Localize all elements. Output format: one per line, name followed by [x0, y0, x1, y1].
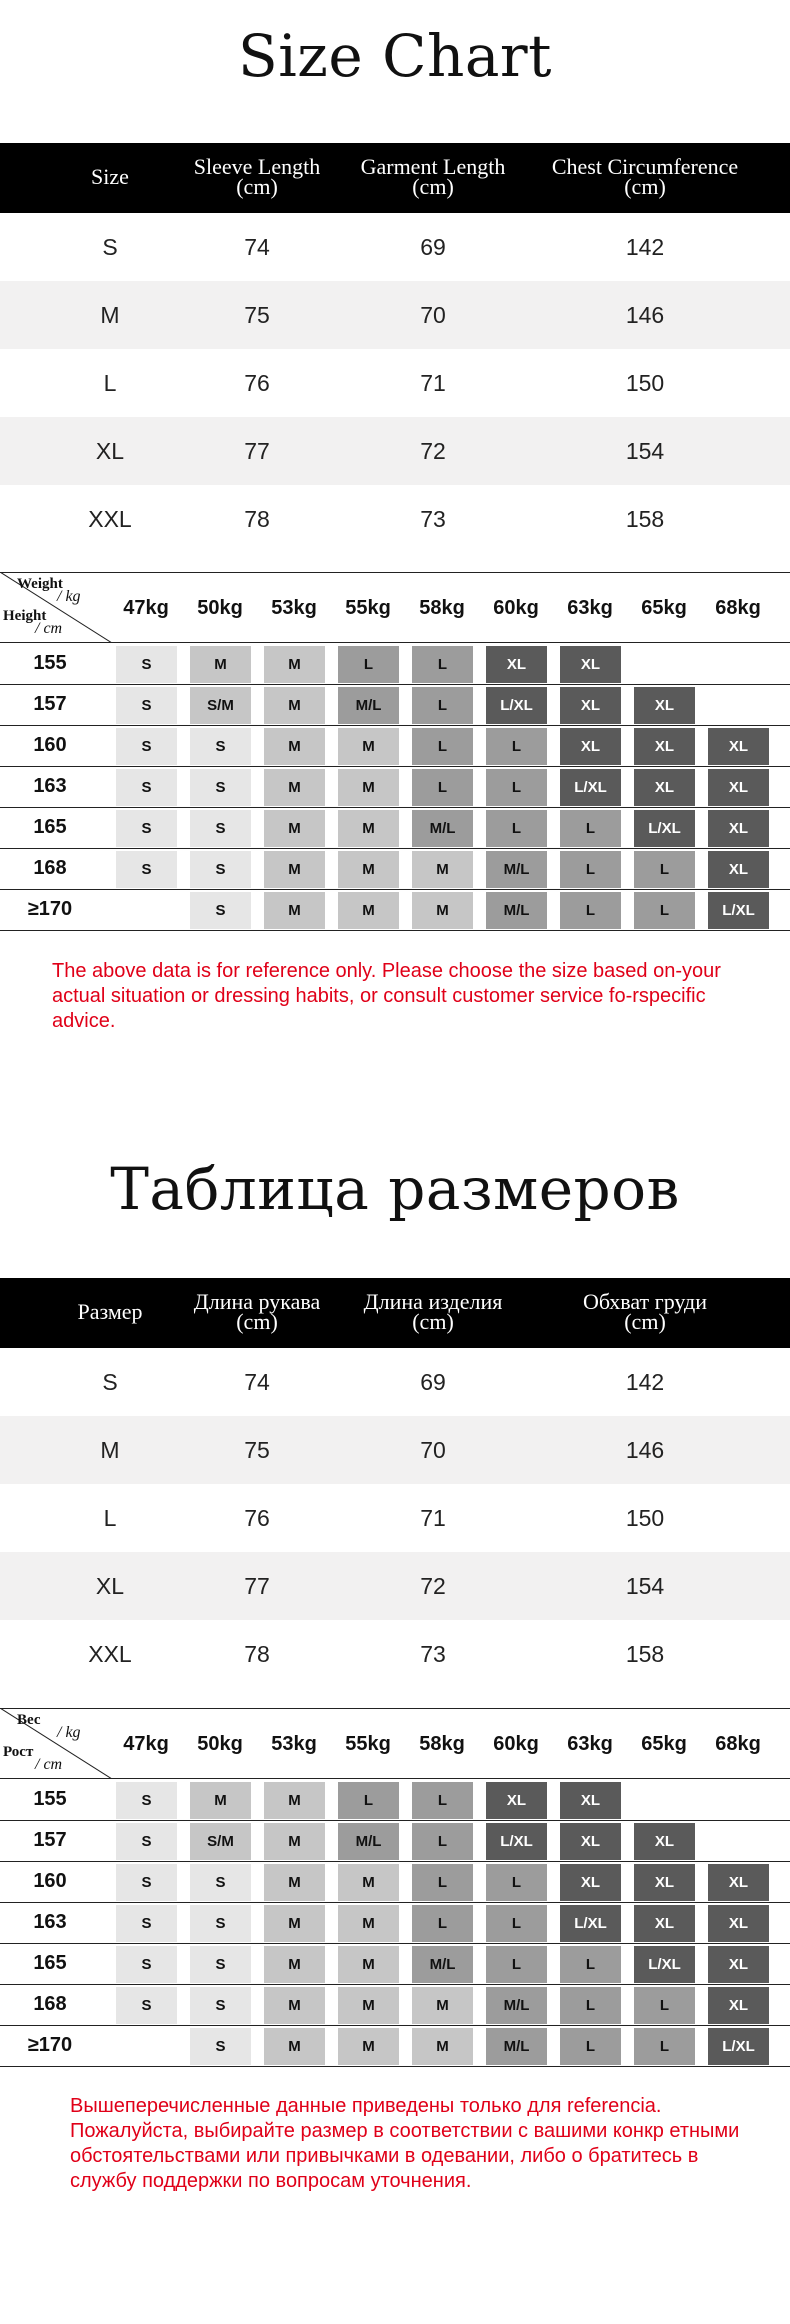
column-header-label: Sleeve Length [193, 154, 321, 179]
size-cell: M [412, 851, 473, 888]
table-cell: 77 [244, 1572, 270, 1599]
size-cell: S [116, 728, 177, 765]
table-cell: L [103, 1504, 117, 1531]
table-cell: 75 [244, 1436, 270, 1463]
grid-row [0, 2026, 790, 2067]
grid-row [0, 890, 790, 931]
size-cell: M/L [412, 1946, 473, 1983]
size-cell: M [190, 1782, 251, 1819]
table-cell: 69 [420, 1368, 446, 1395]
corner-cm-label: / cm [35, 620, 63, 637]
grid-row [0, 1903, 790, 1944]
weight-header: 50kg [197, 597, 243, 619]
grid-row [0, 1862, 790, 1903]
grid-row [0, 849, 790, 890]
size-cell: S [190, 2028, 251, 2065]
grid-row [0, 1821, 790, 1862]
table-cell: M [100, 301, 120, 328]
size-cell: XL [708, 851, 769, 888]
height-label: 168 [33, 857, 67, 879]
size-cell: S [116, 646, 177, 683]
size-cell: XL [708, 1946, 769, 1983]
table-row [0, 1348, 790, 1416]
height-label: 155 [33, 652, 67, 674]
size-cell: L [412, 769, 473, 806]
size-cell: M/L [486, 892, 547, 929]
column-header [177, 154, 337, 199]
column-header-unit: (cm) [236, 1309, 278, 1334]
size-cell: S [116, 1782, 177, 1819]
size-cell: M [264, 1864, 325, 1901]
table-cell: 72 [420, 437, 446, 464]
size-cell: M [264, 1905, 325, 1942]
size-cell: S [116, 1864, 177, 1901]
size-cell: M [264, 769, 325, 806]
table-row [0, 1620, 790, 1688]
weight-header: 68kg [715, 597, 761, 619]
size-cell: XL [708, 769, 769, 806]
size-cell: S [190, 1987, 251, 2024]
column-header-label: Chest Circumference [551, 154, 739, 179]
grid-row [0, 644, 790, 685]
table-cell: 76 [244, 1504, 270, 1531]
table-row [0, 1484, 790, 1552]
size-cell: S [190, 769, 251, 806]
column-header-label: Обхват груди [583, 1289, 707, 1314]
column-header-label: Размер [77, 1299, 143, 1324]
size-cell: S/M [190, 1823, 251, 1860]
size-cell: XL [560, 1823, 621, 1860]
table-row [0, 1552, 790, 1620]
grid-row [0, 726, 790, 767]
height-label: ≥170 [27, 2034, 73, 2056]
height-label: 165 [33, 1952, 67, 1974]
weight-header: 55kg [345, 1733, 391, 1755]
size-cell: L [486, 769, 547, 806]
size-cell: S [190, 892, 251, 929]
size-cell: XL [708, 1905, 769, 1942]
size-cell: M [338, 1987, 399, 2024]
column-header [338, 154, 528, 199]
weight-header: 50kg [197, 1733, 243, 1755]
size-cell: L [338, 646, 399, 683]
table-cell: 150 [625, 1504, 665, 1531]
weight-header: 65kg [641, 597, 687, 619]
column-header-label: Garment Length [360, 154, 506, 179]
column-header-label: Длина изделия [363, 1289, 503, 1314]
weight-header: 60kg [493, 597, 539, 619]
reference-note: The above data is for reference only. Please choose the size based on-your actual situation or dressing habits, or consult customer service fo-rspecific advice. [52, 960, 721, 1032]
size-cell: L/XL [560, 769, 621, 806]
height-label: 160 [33, 734, 67, 756]
column-header-label: Длина рукава [193, 1289, 321, 1314]
table-cell: 73 [420, 1640, 446, 1667]
table-cell: 158 [625, 505, 665, 532]
size-cell: XL [560, 1782, 621, 1819]
size-cell: S [190, 851, 251, 888]
column-header-unit: (cm) [412, 174, 454, 199]
corner-kg-label: / kg [57, 588, 81, 605]
size-cell: L [412, 646, 473, 683]
size-cell: L [560, 2028, 621, 2065]
size-cell: XL [634, 728, 695, 765]
size-cell: L/XL [634, 810, 695, 847]
size-cell: S [116, 1823, 177, 1860]
height-label: 160 [33, 1870, 67, 1892]
size-cell: XL [708, 728, 769, 765]
size-cell: M [338, 810, 399, 847]
size-cell: S [116, 810, 177, 847]
table-row [0, 417, 790, 485]
table-row [0, 485, 790, 553]
height-label: 157 [33, 693, 67, 715]
height-label: 157 [33, 1829, 67, 1851]
size-cell: L [560, 810, 621, 847]
weight-header: 47kg [123, 1733, 169, 1755]
weight-header: 47kg [123, 597, 169, 619]
size-cell: XL [634, 687, 695, 724]
grid-header [0, 572, 790, 643]
size-cell: M [338, 1864, 399, 1901]
grid-corner [0, 572, 112, 643]
table-cell: 70 [420, 1436, 446, 1463]
size-cell: S [190, 1905, 251, 1942]
size-cell: M/L [412, 810, 473, 847]
table-cell: 71 [420, 369, 446, 396]
size-cell: L [412, 1823, 473, 1860]
column-header-unit: (cm) [412, 1309, 454, 1334]
size-table-ru [0, 1278, 790, 1688]
table-cell: 142 [625, 1368, 665, 1395]
size-cell: M [264, 646, 325, 683]
table-cell: 74 [244, 1368, 270, 1395]
table-cell: 70 [420, 301, 446, 328]
size-cell: S [190, 1946, 251, 1983]
page-title: Size Chart [238, 22, 552, 90]
size-cell: L [634, 2028, 695, 2065]
size-table [0, 143, 790, 553]
size-cell: L [560, 1987, 621, 2024]
size-cell: M [412, 2028, 473, 2065]
size-cell: L [486, 728, 547, 765]
column-header [40, 1299, 180, 1324]
table-cell: XXL [88, 505, 132, 532]
size-cell: L [412, 1864, 473, 1901]
size-cell: S [190, 728, 251, 765]
size-cell: M [264, 810, 325, 847]
weight-header: 63kg [567, 597, 613, 619]
size-cell: M [338, 2028, 399, 2065]
table-cell: 154 [625, 437, 665, 464]
table-row [0, 213, 790, 281]
size-cell: XL [560, 1864, 621, 1901]
size-cell: L [486, 810, 547, 847]
column-header [177, 1289, 337, 1334]
size-cell: S [116, 1987, 177, 2024]
size-cell: XL [560, 646, 621, 683]
size-cell: L [560, 1946, 621, 1983]
page-title-ru: Таблица размеров [110, 1155, 680, 1223]
size-cell: L [338, 1782, 399, 1819]
corner-weight-label: Weight [17, 576, 63, 592]
table-cell: XXL [88, 1640, 132, 1667]
table-cell: 75 [244, 301, 270, 328]
table-cell: 71 [420, 1504, 446, 1531]
size-cell: XL [486, 1782, 547, 1819]
weight-header: 65kg [641, 1733, 687, 1755]
size-cell: L [412, 728, 473, 765]
size-cell: L/XL [560, 1905, 621, 1942]
size-cell: XL [560, 728, 621, 765]
table-cell: 154 [625, 1572, 665, 1599]
size-cell: M/L [338, 687, 399, 724]
corner-weight-label: Вес [17, 1712, 41, 1728]
size-cell: M [338, 1946, 399, 1983]
grid-row [0, 685, 790, 726]
reference-note-ru: Вышеперечисленные данные приведены только для referencia. Пожалуйста, выбирайте размер в соответствии с вашими конкр етными обстоятельствами или привычками в одевании, либо о братитесь в службу поддержки по вопросам уточнения. [70, 2095, 740, 2192]
table-cell: 146 [625, 1436, 665, 1463]
grid-row [0, 808, 790, 849]
size-cell: M [264, 892, 325, 929]
size-cell: M [264, 851, 325, 888]
height-label: 163 [33, 775, 67, 797]
table-cell: L [103, 369, 117, 396]
size-table-header [0, 143, 790, 213]
size-cell: L [412, 1905, 473, 1942]
size-cell: L [486, 1864, 547, 1901]
table-cell: XL [95, 437, 125, 464]
table-cell: 73 [420, 505, 446, 532]
weight-header: 53kg [271, 597, 317, 619]
size-cell: S [116, 1905, 177, 1942]
size-cell: M/L [338, 1823, 399, 1860]
size-cell: L/XL [634, 1946, 695, 1983]
size-cell: L [634, 892, 695, 929]
size-cell: XL [708, 1864, 769, 1901]
column-header [338, 1289, 528, 1334]
column-header-label: Size [91, 164, 129, 189]
height-label: 168 [33, 1993, 67, 2015]
size-cell: XL [634, 1905, 695, 1942]
weight-header: 68kg [715, 1733, 761, 1755]
size-cell: L/XL [708, 2028, 769, 2065]
size-cell: L/XL [708, 892, 769, 929]
table-cell: 74 [244, 233, 270, 260]
size-cell: S [116, 851, 177, 888]
size-cell: XL [708, 810, 769, 847]
grid-row [0, 1780, 790, 1821]
height-label: 155 [33, 1788, 67, 1810]
size-cell: M [264, 1823, 325, 1860]
table-cell: 146 [625, 301, 665, 328]
grid-row [0, 1985, 790, 2026]
table-cell: 150 [625, 369, 665, 396]
table-cell: 72 [420, 1572, 446, 1599]
size-cell: M [264, 1782, 325, 1819]
size-cell: L [412, 1782, 473, 1819]
size-cell: L [634, 851, 695, 888]
table-cell: S [102, 233, 118, 260]
table-cell: 76 [244, 369, 270, 396]
corner-height-label: Height [3, 608, 47, 624]
size-cell: M [338, 892, 399, 929]
size-cell: M [264, 1946, 325, 1983]
size-cell: L [486, 1946, 547, 1983]
height-label: 163 [33, 1911, 67, 1933]
size-cell: M [264, 687, 325, 724]
corner-cm-label: / cm [35, 1756, 63, 1773]
size-cell: M [338, 851, 399, 888]
weight-header: 53kg [271, 1733, 317, 1755]
table-cell: 77 [244, 437, 270, 464]
size-cell: M [338, 769, 399, 806]
height-label: ≥170 [27, 898, 73, 920]
size-cell: XL [634, 1864, 695, 1901]
size-cell: S [116, 687, 177, 724]
weight-header: 60kg [493, 1733, 539, 1755]
table-row [0, 349, 790, 417]
table-cell: 69 [420, 233, 446, 260]
size-cell: S [190, 1864, 251, 1901]
weight-header: 58kg [419, 597, 465, 619]
size-cell: S [190, 810, 251, 847]
size-cell: S [116, 1946, 177, 1983]
weight-header: 58kg [419, 1733, 465, 1755]
table-row [0, 1416, 790, 1484]
weight-header: 55kg [345, 597, 391, 619]
size-cell: M [190, 646, 251, 683]
table-cell: S [102, 1368, 118, 1395]
size-cell: L [486, 1905, 547, 1942]
size-cell: S [116, 769, 177, 806]
grid-row [0, 767, 790, 808]
size-cell: L/XL [486, 687, 547, 724]
table-cell: XL [95, 1572, 125, 1599]
size-cell: XL [634, 1823, 695, 1860]
size-cell: M/L [486, 851, 547, 888]
size-cell: M [412, 892, 473, 929]
grid-row [0, 1944, 790, 1985]
size-cell: M/L [486, 2028, 547, 2065]
table-cell: 158 [625, 1640, 665, 1667]
column-header-unit: (cm) [624, 174, 666, 199]
grid-header [0, 1708, 790, 1779]
size-cell: L [560, 851, 621, 888]
table-cell: 78 [244, 1640, 270, 1667]
size-cell: XL [486, 646, 547, 683]
column-header [530, 154, 760, 199]
table-cell: M [100, 1436, 120, 1463]
size-cell: XL [708, 1987, 769, 2024]
column-header [40, 164, 180, 189]
weight-header: 63kg [567, 1733, 613, 1755]
table-cell: 142 [625, 233, 665, 260]
size-cell: M [412, 1987, 473, 2024]
size-cell: L [634, 1987, 695, 2024]
corner-height-label: Рост [3, 1744, 34, 1760]
size-cell: L [412, 687, 473, 724]
size-cell: XL [560, 687, 621, 724]
column-header-unit: (cm) [236, 174, 278, 199]
size-cell: M [338, 1905, 399, 1942]
size-table-header [0, 1278, 790, 1348]
size-cell: M/L [486, 1987, 547, 2024]
column-header [530, 1289, 760, 1334]
size-cell: M [264, 728, 325, 765]
table-cell: 78 [244, 505, 270, 532]
table-row [0, 281, 790, 349]
corner-kg-label: / kg [57, 1724, 81, 1741]
grid-corner [0, 1708, 112, 1779]
size-cell: XL [634, 769, 695, 806]
height-label: 165 [33, 816, 67, 838]
size-cell: M [264, 1987, 325, 2024]
size-cell: L [560, 892, 621, 929]
column-header-unit: (cm) [624, 1309, 666, 1334]
size-cell: S/M [190, 687, 251, 724]
size-cell: M [264, 2028, 325, 2065]
size-cell: L/XL [486, 1823, 547, 1860]
size-cell: M [338, 728, 399, 765]
